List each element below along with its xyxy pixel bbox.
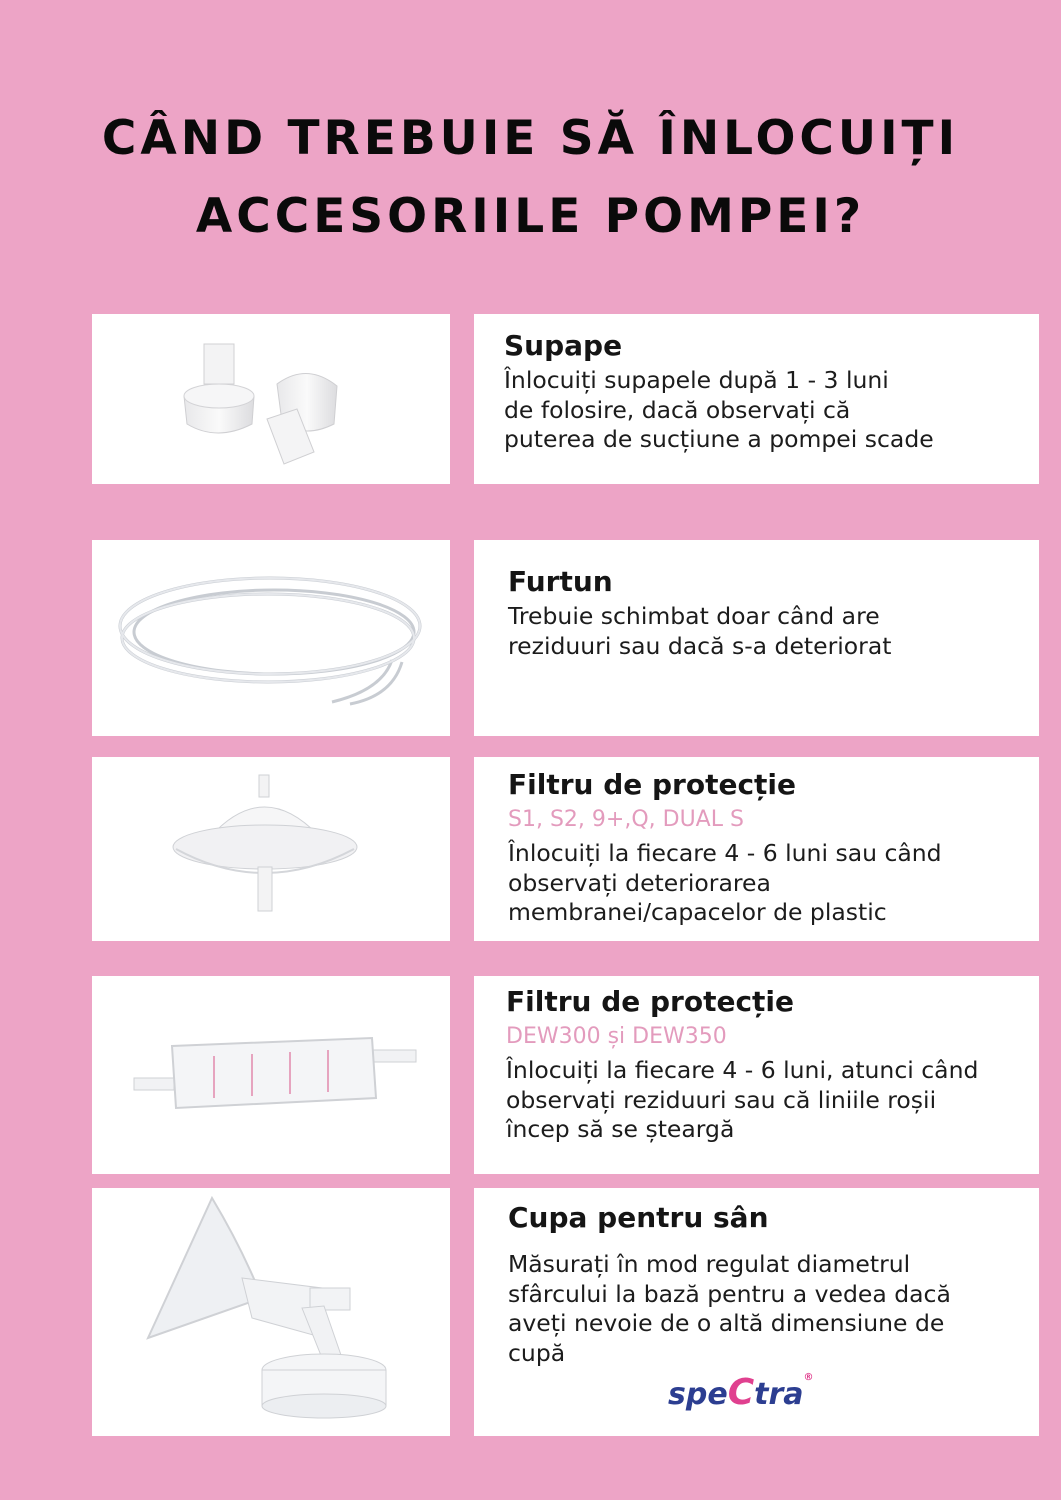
item-heading: Cupa pentru sân (508, 1201, 769, 1234)
tubing-icon (92, 540, 450, 736)
breast-shield-icon (92, 1188, 450, 1436)
model-subtitle: DEW300 și DEW350 (506, 1024, 727, 1049)
item-heading: Filtru de protecție (506, 985, 795, 1018)
item-heading: Supape (504, 329, 623, 362)
backflow-text-card (474, 757, 1039, 941)
model-subtitle: S1, S2, 9+,Q, DUAL S (508, 807, 744, 832)
valve-text-card (474, 314, 1039, 484)
item-heading: Furtun (508, 565, 613, 598)
item-description: Înlocuiți supapele după 1 - 3 luni de folosire, dacă observați că puterea de sucțiune a pompei scade (504, 366, 934, 453)
item-description: Măsurați în mod regulat diametrul sfârcului la bază pentru a vedea dacă aveți nevoie de o altă dimensiune de cupă (508, 1250, 951, 1367)
item-description: Trebuie schimbat doar când are reziduuri sau dacă s-a deteriorat (508, 602, 892, 660)
breast-shield-text-card (474, 1188, 1039, 1436)
valve-icon (92, 314, 450, 484)
tubing-image-card (92, 540, 450, 736)
backflow-image-card (92, 757, 450, 941)
breast-shield-image-card (92, 1188, 450, 1436)
backflow-protector-icon (92, 757, 450, 941)
page-title (0, 100, 1061, 256)
inline-filter-icon (92, 976, 450, 1174)
spectra-logo: speCtra® (668, 1372, 814, 1413)
valve-image-card (92, 314, 450, 484)
item-description: Înlocuiți la fiecare 4 - 6 luni sau când observați deteriorarea membranei/capacelor de plastic (508, 839, 942, 926)
inline-filter-image-card (92, 976, 450, 1174)
title-line-1: CÂND TREBUIE SĂ ÎNLOCUIȚI (101, 111, 960, 166)
item-description: Înlocuiți la fiecare 4 - 6 luni, atunci când observați reziduuri sau că liniile roșii încep să se șteargă (506, 1056, 979, 1143)
inline-filter-text-card (474, 976, 1039, 1174)
item-heading: Filtru de protecție (508, 768, 797, 801)
title-line-2: ACCESORIILE POMPEI? (195, 189, 866, 244)
tubing-text-card (474, 540, 1039, 736)
